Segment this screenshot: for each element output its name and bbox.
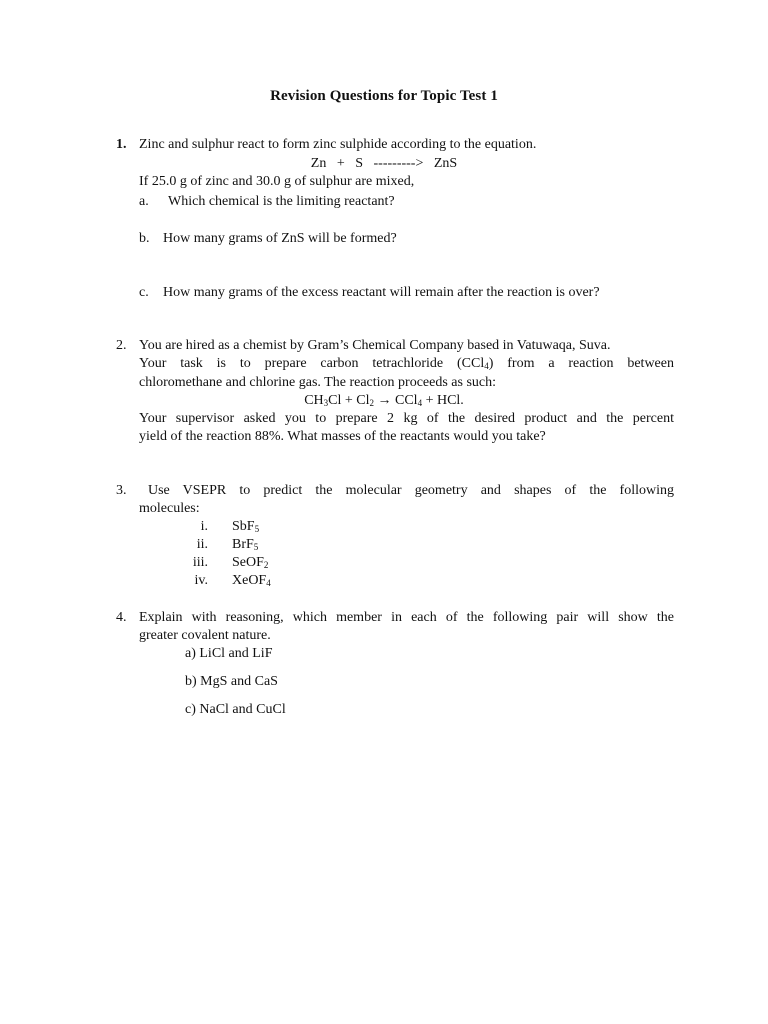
question-4-line-2: greater covalent nature. (139, 628, 271, 643)
question-1-part-b-label: b. (139, 231, 150, 246)
question-3-item-molecule: SeOF$_2$ (232, 555, 269, 570)
question-2-line-6: yield of the reaction 88%. What masses of the reactants would you take? (139, 429, 546, 444)
question-2-number: 2. (116, 338, 127, 353)
question-3-item-molecule: SbF$_5$ (232, 519, 260, 534)
question-3-line-2: molecules: (139, 501, 200, 516)
question-3-item-label: iii. (192, 555, 208, 570)
question-2-line-3: chloromethane and chlorine gas. The reaction proceeds as such: (139, 375, 496, 390)
question-4-part-a: a) LiCl and LiF (185, 646, 273, 661)
question-3-item-molecule: BrF$_5$ (232, 537, 259, 552)
document-title: Revision Questions for Topic Test 1 (270, 88, 498, 104)
question-1-part-a-label: a. (139, 194, 149, 209)
question-1-given: If 25.0 g of zinc and 30.0 g of sulphur are mixed, (139, 174, 415, 189)
question-3-number: 3. (116, 483, 127, 498)
question-1-number: 1. (116, 137, 127, 152)
question-4-number: 4. (116, 610, 127, 625)
question-1-part-a-text: Which chemical is the limiting reactant? (168, 194, 395, 209)
question-3-item-label: iv. (194, 573, 208, 588)
question-4-part-c: c) NaCl and CuCl (185, 702, 286, 717)
question-1-equation: Zn + S ---------> ZnS (310, 156, 458, 171)
question-1-intro: Zinc and sulphur react to form zinc sulphide according to the equation. (139, 137, 537, 152)
question-3-item-molecule: XeOF$_4$ (232, 573, 271, 588)
question-3-line-1: Use VSEPR to predict the molecular geometry and shapes of the following (148, 483, 674, 498)
question-2-line-2: Your task is to prepare carbon tetrachloride (CCl$_4$) from a reaction between (139, 356, 674, 371)
question-2-line-1: You are hired as a chemist by Gram’s Chemical Company based in Vatuwaqa, Suva. (139, 338, 611, 353)
question-3-item-label: i. (200, 519, 208, 534)
question-4-line-1: Explain with reasoning, which member in each of the following pair will show the (139, 610, 674, 625)
question-2-reaction-equation: $CH_3Cl + Cl_2 \to CCl_4$ + HCl. (304, 393, 464, 408)
question-4-part-b: b) MgS and CaS (185, 674, 278, 689)
question-2-line-5: Your supervisor asked you to prepare 2 kg of the desired product and the percent (139, 411, 674, 426)
question-1-part-b-text: How many grams of ZnS will be formed? (163, 231, 397, 246)
question-3-item-label: ii. (196, 537, 208, 552)
question-1-part-c-label: c. (139, 285, 149, 300)
question-1-part-c-text: How many grams of the excess reactant will remain after the reaction is over? (163, 285, 600, 300)
